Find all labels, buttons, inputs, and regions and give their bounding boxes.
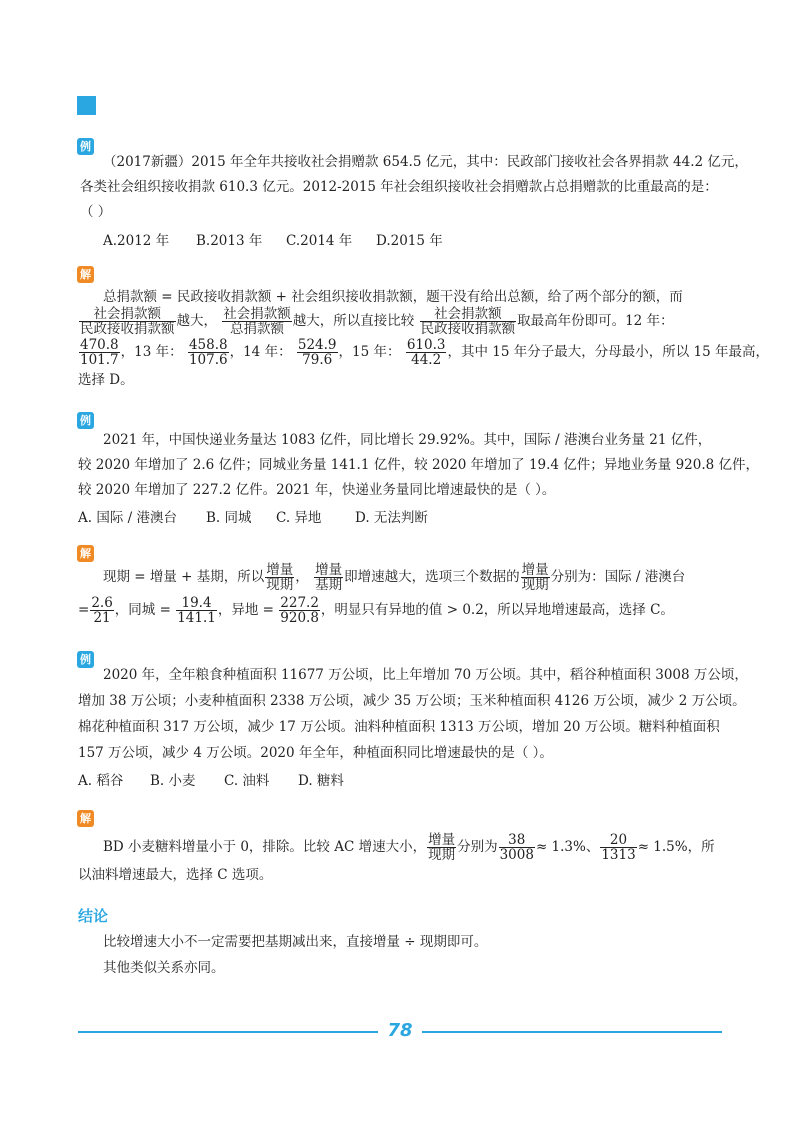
s1-line-3: $\frac{470.8}{101.7}$ ，13 年： $\frac{458.8}{107.6}$ ，14 年： $\frac{524.9}{79.6}$ ，15 年： $\frac{610.3}{44.2}$ ，其中 15 年分子最大，分母最小，所以 15 年最高， (80, 337, 769, 368)
fraction: $\frac{\text{增量}}{\text{现期}}$ (266, 562, 294, 593)
s2-line-2: = $\frac{2.6}{21}$ ，同城 = $\frac{19.4}{141.1}$ ，异地 = $\frac{227.2}{920.8}$ ，明显只有异地的值 > 0.2，所以异地增速最高，选择 C。 (78, 595, 674, 626)
page-number: 78 (387, 1020, 413, 1041)
fraction: $\frac{\text{社会捐款额}}{\text{民政接收捐款额}}$ (420, 306, 516, 337)
fraction: $\frac{2.6}{21}$ (91, 595, 113, 626)
q1-option-c: C.2014 年 (286, 233, 353, 249)
s1-line-2: $\frac{\text{社会捐款额}}{\text{民政接收捐款额}}$ 越大， $\frac{\text{社会捐款额}}{\text{总捐款额}}$ 越大，所以直接比较 $\frac{\text{社会捐款额}}{\text{民政接收捐款额}}$ 取最高年份即可。12 年： (80, 306, 674, 337)
q3-option-a: A. 稻谷 (78, 773, 124, 789)
fraction: $\frac{\text{社会捐款额}}{\text{民政接收捐款额}}$ (80, 306, 175, 337)
q3-line-2: 增加 38 万公顷；小麦种植面积 2338 万公顷，减少 35 万公顷；玉米种植面积 4126 万公顷，减少 2 万公顷。 (78, 693, 746, 709)
fraction: $\frac{\text{增量}}{\text{基期}}$ (315, 562, 343, 593)
s1-line-1: 总捐款额 = 民政接收捐款额 + 社会组织接收捐款额，题干没有给出总额，给了两个部分的额，而 (103, 289, 683, 305)
solution-tag: 解 (77, 266, 94, 283)
q2-option-b: B. 同城 (206, 510, 252, 526)
fraction: $\frac{610.3}{44.2}$ (406, 337, 446, 368)
fraction: $\frac{\text{增量}}{\text{现期}}$ (521, 562, 549, 593)
q2-option-d: D. 无法判断 (355, 510, 428, 526)
fraction: $\frac{19.4}{141.1}$ (177, 595, 216, 626)
footer-rule-left (78, 1031, 378, 1033)
section-marker-square (77, 96, 96, 115)
q1-option-a: A.2012 年 (103, 233, 170, 249)
s1-line-4: 选择 D。 (78, 372, 134, 388)
q1-option-b: B.2013 年 (196, 233, 263, 249)
q2-line-2: 较 2020 年增加了 2.6 亿件；同城业务量 141.1 亿件，较 2020 年增加了 19.4 亿件；异地业务量 920.8 亿件， (78, 457, 760, 473)
conclusion-title: 结论 (78, 907, 109, 925)
fraction: $\frac{524.9}{79.6}$ (297, 337, 337, 368)
q3-option-b: B. 小麦 (150, 773, 196, 789)
q3-option-c: C. 油料 (224, 773, 270, 789)
q2-line-3: 较 2020 年增加了 227.2 亿件。2021 年，快递业务量同比增速最快的是（ ）。 (78, 482, 556, 498)
q2-option-c: C. 异地 (276, 510, 322, 526)
fraction: $\frac{38}{3008}$ (499, 832, 534, 863)
conclusion-line-1: 比较增速大小不一定需要把基期减出来，直接增量 ÷ 现期即可。 (103, 934, 488, 950)
q1-line-2: 各类社会组织接收捐款 610.3 亿元。2012-2015 年社会组织接收社会捐赠款占总捐赠款的比重最高的是： (80, 179, 718, 195)
footer-rule-right (422, 1031, 722, 1033)
example-tag: 例 (77, 651, 94, 668)
q1-line-1: （2017新疆）2015 年全年共接收社会捐赠款 654.5 亿元，其中：民政部门接收社会各界捐款 44.2 亿元， (103, 154, 748, 170)
fraction: $\frac{20}{1313}$ (601, 832, 636, 863)
fraction: $\frac{\text{增量}}{\text{现期}}$ (428, 832, 456, 863)
q3-line-1: 2020 年，全年粮食种植面积 11677 万公顷，比上年增加 70 万公顷。其中，稻谷种植面积 3008 万公顷， (103, 667, 748, 683)
q3-option-d: D. 糖料 (298, 773, 344, 789)
q2-line-1: 2021 年，中国快递业务量达 1083 亿件，同比增长 29.92%。其中，国际 / 港澳台业务量 21 亿件， (103, 432, 712, 448)
q3-line-3: 棉花种植面积 317 万公顷，减少 17 万公顷。油料种植面积 1313 万公顷，增加 20 万公顷。糖料种植面积 (78, 719, 720, 735)
q2-option-a: A. 国际 / 港澳台 (78, 510, 177, 526)
example-tag: 例 (77, 412, 94, 429)
q1-line-3: （ ） (80, 204, 112, 220)
fraction: $\frac{\text{社会捐款额}}{\text{总捐款额}}$ (223, 306, 291, 337)
s3-line-1: BD 小麦糖料增量小于 0，排除。比较 AC 增速大小， $\frac{\text{增量}}{\text{现期}}$ 分别为 $\frac{38}{3008}$ ≈ 1.3%、 $\frac{20}{1313}$ ≈ 1.5%，所 (103, 832, 715, 863)
example-tag: 例 (77, 138, 94, 155)
solution-tag: 解 (77, 810, 94, 827)
fraction: $\frac{470.8}{101.7}$ (80, 337, 119, 368)
conclusion-line-2: 其他类似关系亦同。 (103, 960, 225, 976)
q1-option-d: D.2015 年 (376, 233, 443, 249)
solution-tag: 解 (77, 545, 94, 562)
fraction: $\frac{227.2}{920.8}$ (280, 595, 319, 626)
q3-line-4: 157 万公顷，减少 4 万公顷。2020 年全年，种植面积同比增速最快的是（ ）。 (78, 745, 553, 761)
fraction: $\frac{458.8}{107.6}$ (188, 337, 228, 368)
s3-line-2: 以油料增速最大，选择 C 选项。 (78, 867, 273, 883)
s2-line-1: 现期 = 增量 + 基期，所以 $\frac{\text{增量}}{\text{现期}}$ ， $\frac{\text{增量}}{\text{基期}}$ 即增速越大，选项三个数据的 $\frac{\text{增量}}{\text{现期}}$ 分别为：国际 / 港澳台 (103, 562, 686, 593)
